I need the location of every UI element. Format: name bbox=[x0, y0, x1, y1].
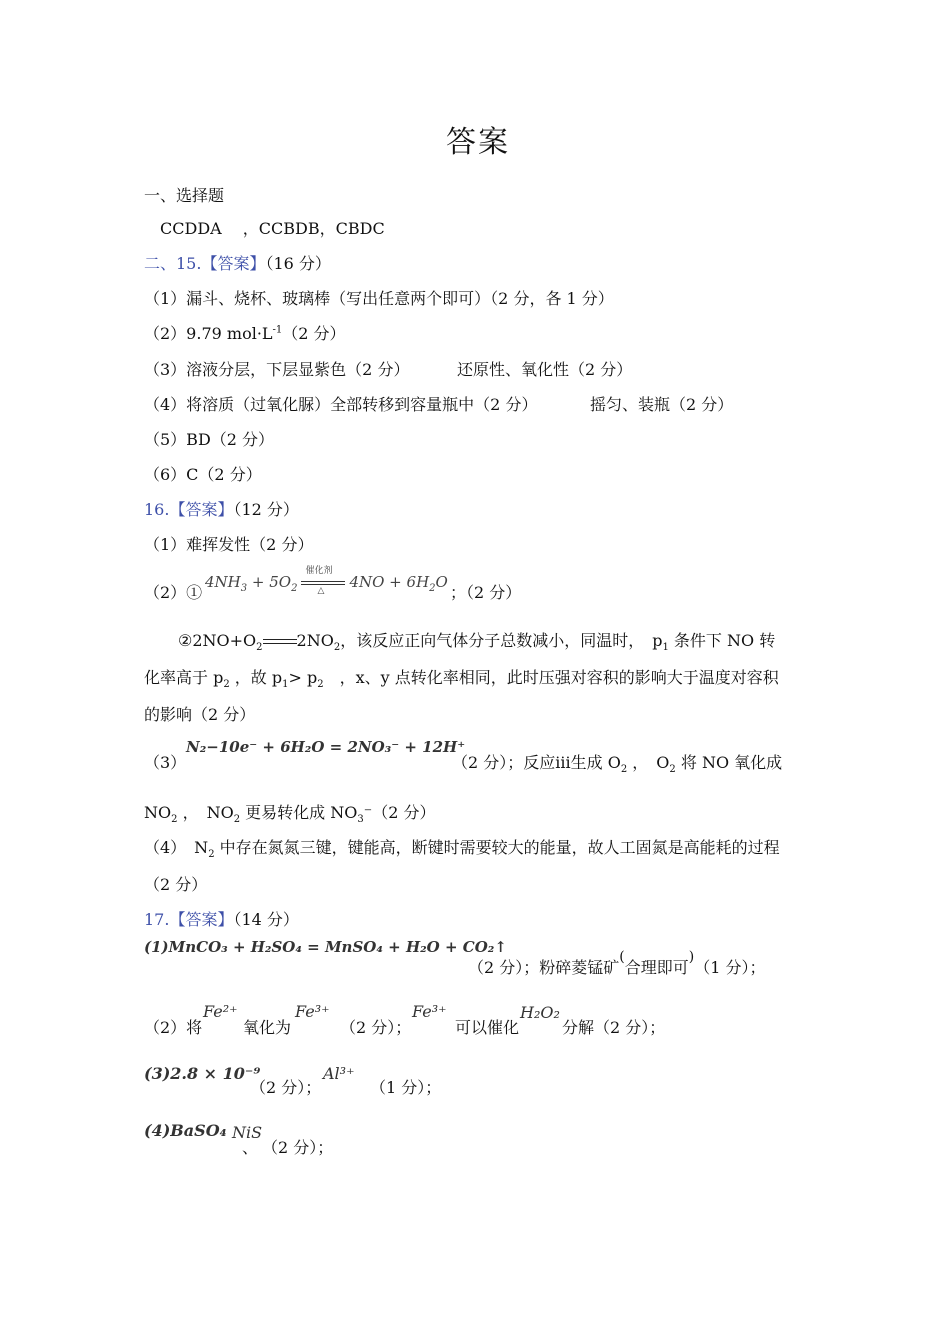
eq1-mid: + 5O bbox=[247, 573, 292, 591]
q15-header-prefix: 二、15.【答案】 bbox=[144, 254, 266, 273]
q17-line-2-a: （2）将 bbox=[144, 1018, 203, 1037]
eq1-catalyst: 催化剂 bbox=[305, 566, 333, 576]
p2-sub2: 2 bbox=[333, 642, 341, 654]
l4-b: 中存在氮氮三键，键能高，断键时需要较大的能量，故人工固氮是高能耗的过程 bbox=[214, 838, 780, 857]
q15-line-5: （5）BD（2 分） bbox=[144, 430, 275, 449]
section-heading-choice: 一、选择题 bbox=[144, 186, 225, 205]
p2l2-b: ，故 p bbox=[229, 668, 283, 687]
l3b-sub2: 2 bbox=[233, 814, 241, 826]
l3b-b: ， NO bbox=[177, 803, 234, 822]
p2-b: 2NO bbox=[296, 631, 334, 650]
q17-al3: Al³⁺ bbox=[323, 1064, 355, 1083]
q15-line-2-sup: -1 bbox=[272, 324, 283, 336]
l3b-sub3: 3 bbox=[357, 814, 364, 826]
q15-line-2-score: （2 分） bbox=[282, 324, 346, 343]
q17-line-3-c: （1 分）； bbox=[370, 1078, 442, 1097]
q15-line-3a: （3）溶液分层，下层显紫色（2 分） bbox=[144, 360, 410, 379]
q16-header-prefix: 16.【答案】 bbox=[144, 500, 234, 519]
eq1-end: O bbox=[435, 573, 448, 591]
q17-fe2: Fe²⁺ bbox=[203, 1002, 238, 1021]
q15-line-3b: 还原性、氧化性（2 分） bbox=[457, 360, 633, 379]
q17-line-4-b: （2 分）； bbox=[262, 1138, 334, 1157]
q16-equation-2: N₂−10e⁻ + 6H₂O = 2NO₃⁻ + 12H⁺ bbox=[186, 738, 466, 756]
q16-line-4b: （2 分） bbox=[144, 875, 208, 894]
q17-line-4-math: (4)BaSO₄ bbox=[144, 1121, 227, 1140]
q16-line-3-prefix: （3） bbox=[144, 753, 187, 772]
q17-fe3-b: Fe³⁺ bbox=[412, 1002, 447, 1021]
q16-header bbox=[144, 502, 299, 518]
q16-p2-line-1 bbox=[178, 631, 776, 654]
p2-d: 条件下 NO 转 bbox=[668, 631, 776, 650]
q16-equation-1 bbox=[205, 566, 448, 596]
q17l1-end: （1 分）； bbox=[694, 958, 766, 977]
l4-a: （4） N bbox=[144, 838, 209, 857]
l3b-c: 更易转化成 NO bbox=[240, 803, 358, 822]
l3s-a: （2 分）；反应iii生成 O bbox=[452, 753, 621, 772]
choice-answers: CCDDA ，CCBDB，CBDC bbox=[160, 219, 385, 238]
q17-header-score: （14 分） bbox=[233, 910, 299, 929]
q17-header bbox=[144, 912, 299, 928]
q17-line-2-e: 分解（2 分）； bbox=[562, 1018, 666, 1037]
l3b-a: NO bbox=[144, 803, 172, 822]
p2-c: ，该反应正向气体分子总数减小，同温时， p bbox=[340, 631, 663, 650]
p2l2-sub1: 2 bbox=[223, 679, 230, 691]
q16-line-2-suffix: ；（2 分） bbox=[450, 583, 522, 602]
q17-nis: NiS bbox=[232, 1123, 263, 1142]
q17l1-mid: 合理即可 bbox=[624, 958, 689, 977]
l3s-sub1: 2 bbox=[620, 764, 628, 776]
q16-line-3b bbox=[144, 803, 436, 826]
p2l2-d: ，x、y 点转化率相同，此时压强对容积的影响大于温度对容积 bbox=[323, 668, 779, 687]
q16-line-1: （1）难挥发性（2 分） bbox=[144, 535, 314, 554]
q17-line-4-sep: 、 bbox=[242, 1138, 259, 1157]
q16-line-3-suffix bbox=[452, 753, 783, 776]
l3b-d: ⁻（2 分） bbox=[363, 803, 436, 822]
q17l1-a: （2 分）；粉碎菱锰矿 bbox=[468, 958, 620, 977]
q16-p2-line-3: 的影响（2 分） bbox=[144, 705, 256, 724]
p2-a: ②2NO+O bbox=[178, 631, 257, 650]
q17-line-2-b: 氧化为 bbox=[243, 1018, 292, 1037]
page-title: 答案 bbox=[446, 125, 510, 160]
eq1-sub2: 2 bbox=[291, 583, 298, 594]
q16-line-2-prefix: （2）① bbox=[144, 583, 203, 602]
q16-line-4 bbox=[144, 838, 780, 861]
q17-line-1-suffix bbox=[468, 949, 766, 977]
q15-line-1: （1）漏斗、烧杯、玻璃棒（写出任意两个即可）（2 分，各 1 分） bbox=[144, 289, 614, 308]
eq1-sub3: 2 bbox=[429, 583, 436, 594]
eq1-right: 4NO + 6H bbox=[349, 573, 430, 591]
q15-line-4a: （4）将溶质（过氧化脲）全部转移到容量瓶中（2 分） bbox=[144, 395, 538, 414]
q17l1-paren-close: ) bbox=[688, 949, 695, 965]
p2l2-c: > p bbox=[288, 668, 318, 687]
eq1-heat: △ bbox=[317, 586, 325, 596]
q17-h2o2: H₂O₂ bbox=[520, 1003, 560, 1022]
q15-line-2-text: （2）9.79 mol·L bbox=[144, 324, 273, 343]
l3b-sub1: 2 bbox=[171, 814, 178, 826]
q17-line-2-d: 可以催化 bbox=[455, 1018, 520, 1037]
p2l2-a: 化率高于 p bbox=[144, 668, 224, 687]
q17l1-paren-open: ( bbox=[619, 949, 625, 965]
q17-header-prefix: 17.【答案】 bbox=[144, 910, 234, 929]
reversible-arrow bbox=[263, 637, 297, 647]
q16-header-score: （12 分） bbox=[233, 500, 299, 519]
q15-header bbox=[144, 256, 331, 272]
eq1-sub1: 3 bbox=[240, 583, 248, 594]
q17-equation-3: (1)MnCO₃ + H₂SO₄ = MnSO₄ + H₂O + CO₂↑ bbox=[144, 938, 507, 956]
q15-header-score: （16 分） bbox=[265, 254, 331, 273]
q17-line-3-math: (3)2.8 × 10⁻⁹ bbox=[144, 1064, 261, 1083]
p2-sub: 2 bbox=[256, 642, 263, 654]
q15-line-2 bbox=[144, 326, 346, 342]
p2-sub3: 1 bbox=[662, 642, 669, 654]
q17-line-3-b: （2 分）； bbox=[250, 1078, 322, 1097]
l3s-b: ， O bbox=[627, 753, 670, 772]
q17-fe3: Fe³⁺ bbox=[295, 1002, 330, 1021]
eq1-arrow bbox=[301, 566, 345, 596]
q17-line-2-c: （2 分）； bbox=[340, 1018, 412, 1037]
q16-p2-line-2 bbox=[144, 668, 779, 691]
q15-line-6: （6）C（2 分） bbox=[144, 465, 262, 484]
p2l2-sub3: 2 bbox=[317, 679, 324, 691]
eq1-left: 4NH bbox=[205, 573, 241, 591]
p2l2-sub2: 1 bbox=[282, 679, 289, 691]
l4-sub: 2 bbox=[208, 849, 215, 861]
l3s-c: 将 NO 氧化成 bbox=[675, 753, 783, 772]
l3s-sub2: 2 bbox=[669, 764, 676, 776]
q15-line-4b: 摇匀、装瓶（2 分） bbox=[590, 395, 734, 414]
